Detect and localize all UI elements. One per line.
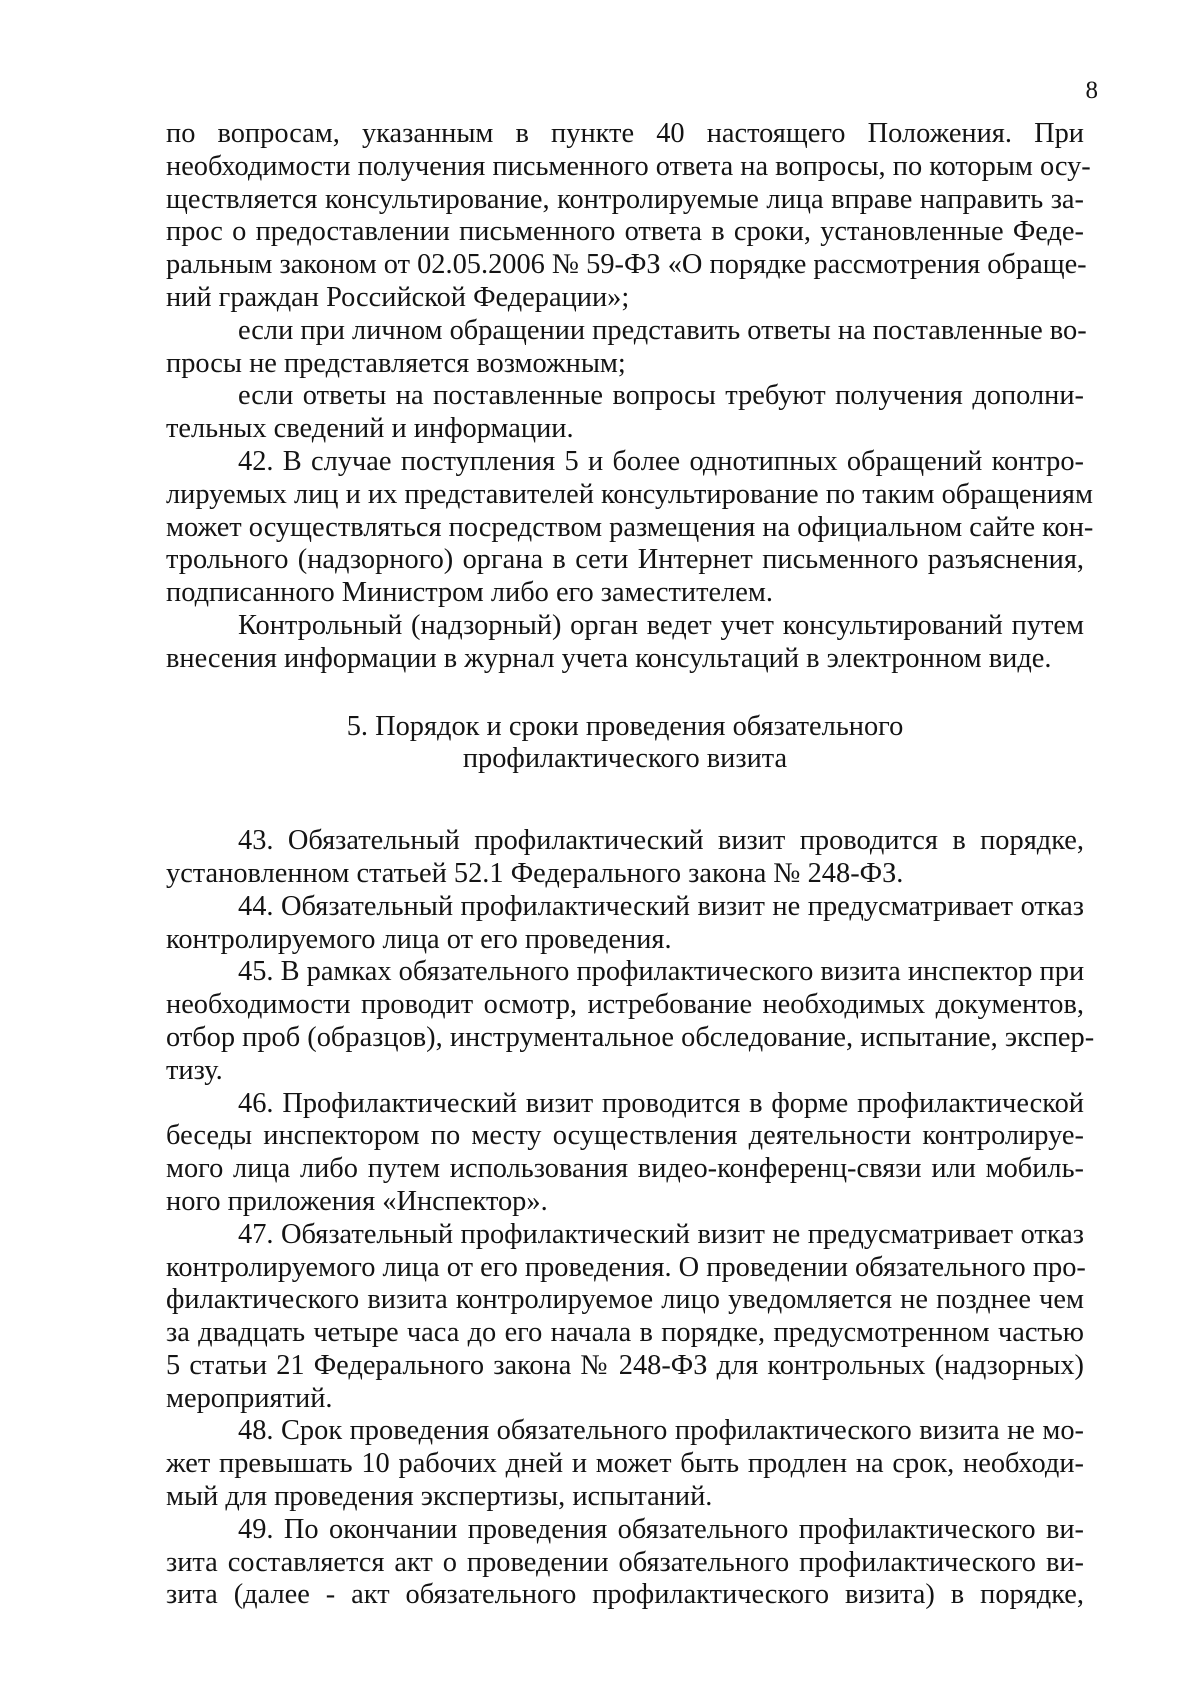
text-line: лируемых лиц и их представителей консультирование по таким обращениям bbox=[166, 478, 1093, 510]
text-line: необходимости получения письменного ответа на вопросы, по которым осу- bbox=[166, 150, 1091, 182]
text-line: если ответы на поставленные вопросы требуют получения дополни- bbox=[238, 380, 1084, 412]
text-line: 44. Обязательный профилактический визит не предусматривает отказ bbox=[238, 890, 1084, 922]
section-heading-line: профилактического визита bbox=[462, 743, 788, 775]
text-line: 47. Обязательный профилактический визит не предусматривает отказ bbox=[238, 1218, 1084, 1250]
text-line: может осуществляться посредством размещения на официальном сайте кон- bbox=[166, 511, 1094, 543]
text-line: подписанного Министром либо его заместителем. bbox=[166, 577, 773, 609]
text-line: по вопросам, указанным в пункте 40 настоящего Положения. При bbox=[166, 118, 1084, 149]
text-line: тельных сведений и информации. bbox=[166, 413, 574, 445]
text-line: 45. В рамках обязательного профилактического визита инспектор при bbox=[238, 956, 1085, 988]
text-line: отбор проб (образцов), инструментальное обследование, испытание, экспер- bbox=[166, 1021, 1095, 1053]
text-line: ществляется консультирование, контролируемые лица вправе направить за- bbox=[166, 183, 1084, 215]
text-line: зита (далее - акт обязательного профилактического визита) в порядке, bbox=[166, 1579, 1084, 1611]
paragraph-consultation-log bbox=[166, 610, 1084, 676]
text-line: контролируемого лица от его проведения. О проведении обязательного про- bbox=[166, 1251, 1086, 1283]
text-line: за двадцать четыре часа до его начала в порядке, предусмотренном частью bbox=[166, 1317, 1084, 1349]
text-line: зита составляется акт о проведении обязательного профилактического ви- bbox=[166, 1546, 1084, 1578]
text-line: 49. По окончании проведения обязательного профилактического ви- bbox=[238, 1513, 1084, 1545]
text-line: если при личном обращении представить ответы на поставленные во- bbox=[238, 314, 1087, 346]
text-line: трольного (надзорного) органа в сети Интернет письменного разъяснения, bbox=[166, 544, 1084, 576]
text-line: жет превышать 10 рабочих дней и может быть продлен на срок, необходи- bbox=[166, 1448, 1084, 1480]
paragraph-item-49 bbox=[166, 1514, 1084, 1612]
paragraph-personal-appeal bbox=[166, 314, 1087, 381]
text-line: 5 статьи 21 Федерального закона № 248-ФЗ для контрольных (надзорных) bbox=[166, 1349, 1084, 1381]
text-line: тизу. bbox=[166, 1054, 223, 1086]
document-body bbox=[166, 118, 1095, 1612]
text-line: беседы инспектором по месту осуществления деятельности контролируе- bbox=[166, 1120, 1084, 1152]
text-line: 48. Срок проведения обязательного профилактического визита не мо- bbox=[238, 1415, 1084, 1447]
page-number: 8 bbox=[1085, 77, 1098, 104]
text-line: ний граждан Российской Федерации»; bbox=[166, 281, 630, 313]
text-line: ного приложения «Инспектор». bbox=[166, 1185, 548, 1217]
paragraph-item-45 bbox=[166, 956, 1095, 1087]
text-line: внесения информации в журнал учета консультаций в электронном виде. bbox=[166, 642, 1052, 674]
text-line: прос о предоставлении письменного ответа в сроки, установленные Феде- bbox=[166, 216, 1084, 248]
paragraph-item-42 bbox=[166, 445, 1094, 610]
paragraph-item-43 bbox=[166, 825, 1084, 891]
paragraph-additional-info bbox=[166, 380, 1084, 446]
section-heading bbox=[166, 711, 1084, 777]
paragraph-item-47 bbox=[166, 1219, 1084, 1416]
text-line: мероприятий. bbox=[166, 1382, 333, 1414]
paragraph-item-46 bbox=[166, 1088, 1084, 1219]
section-heading-line: 5. Порядок и сроки проведения обязательного bbox=[346, 710, 904, 742]
text-line: Контрольный (надзорный) орган ведет учет консультирований путем bbox=[238, 609, 1084, 641]
text-line: необходимости проводит осмотр, истребование необходимых документов, bbox=[166, 989, 1084, 1021]
paragraph-consultation-continuation bbox=[166, 118, 1091, 315]
text-line: филактического визита контролируемое лицо уведомляется не позднее чем bbox=[166, 1284, 1084, 1316]
paragraph-item-48 bbox=[166, 1415, 1084, 1513]
text-line: 43. Обязательный профилактический визит проводится в порядке, bbox=[238, 825, 1084, 857]
text-line: установленном статьей 52.1 Федерального закона № 248-ФЗ. bbox=[166, 857, 904, 889]
text-line: просы не представляется возможным; bbox=[166, 347, 626, 379]
text-line: контролируемого лица от его проведения. bbox=[166, 923, 672, 955]
text-line: мого лица либо путем использования видео-конференц-связи или мобиль- bbox=[166, 1153, 1084, 1185]
text-line: мый для проведения экспертизы, испытаний. bbox=[166, 1481, 713, 1513]
text-line: 46. Профилактический визит проводится в форме профилактической bbox=[238, 1087, 1084, 1119]
paragraph-item-44 bbox=[166, 891, 1084, 957]
text-line: ральным законом от 02.05.2006 № 59-ФЗ «О порядке рассмотрения обраще- bbox=[166, 249, 1087, 281]
text-line: 42. В случае поступления 5 и более однотипных обращений контро- bbox=[238, 445, 1084, 477]
